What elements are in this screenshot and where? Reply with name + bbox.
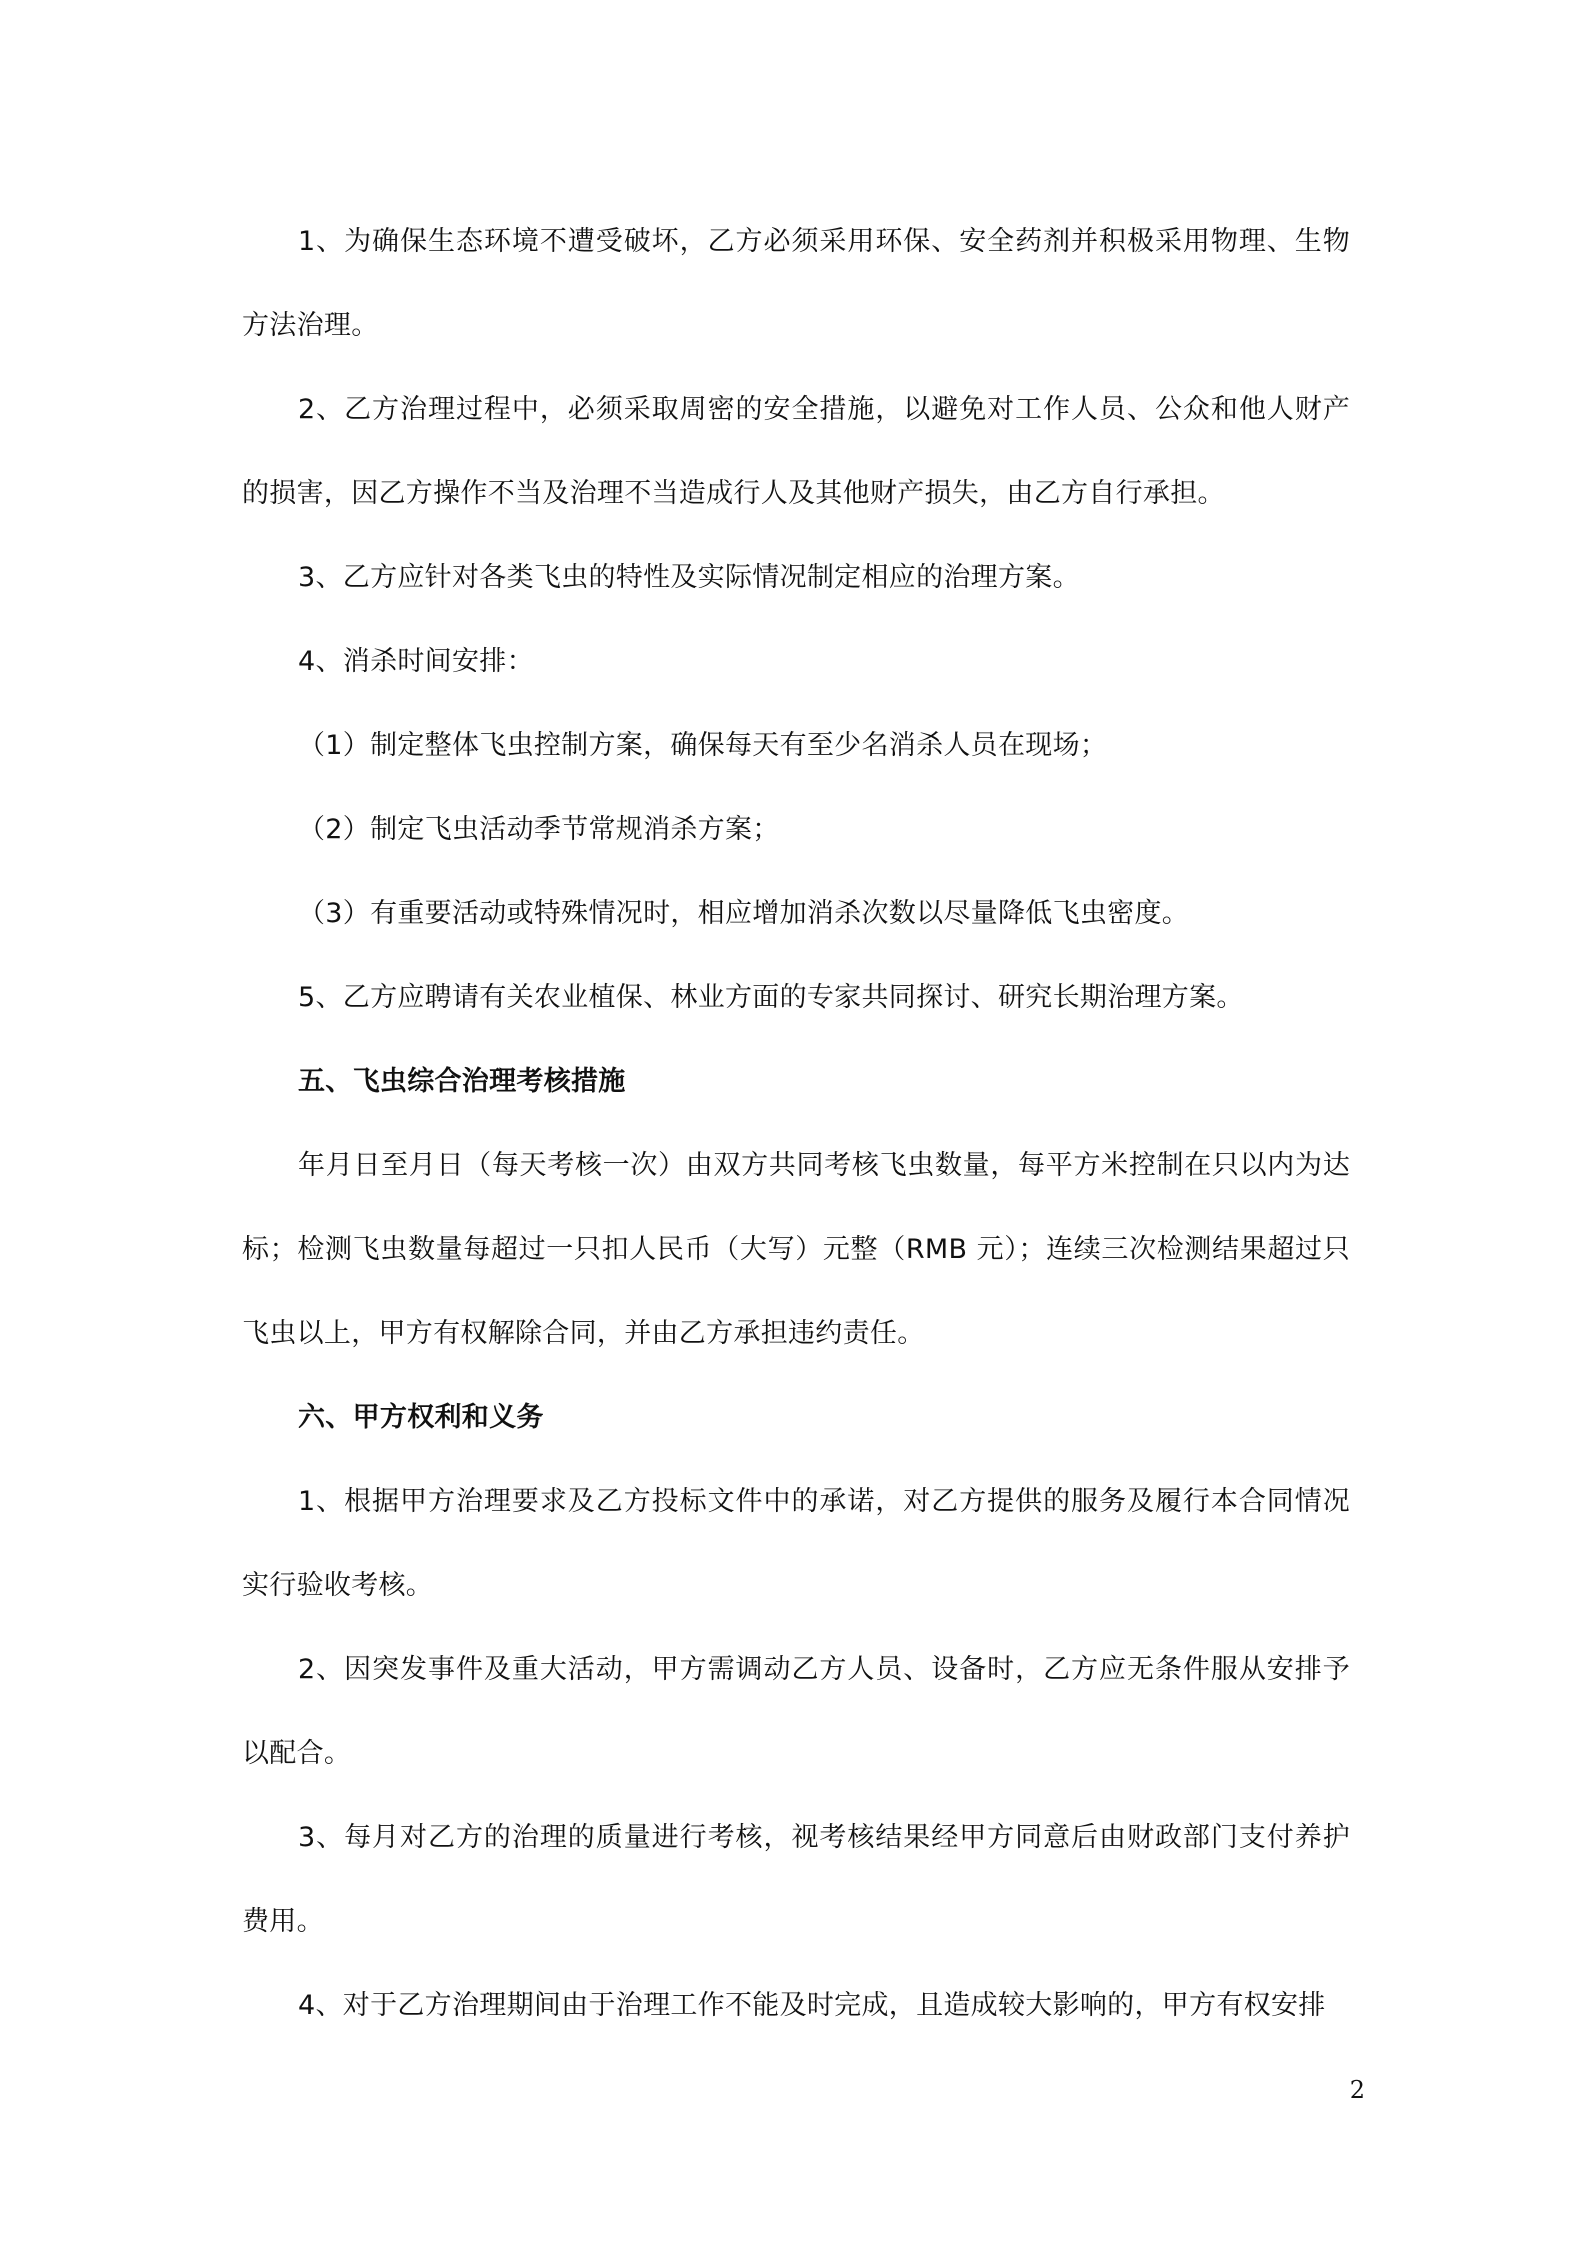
paragraph-2: 2、乙方治理过程中，必须采取周密的安全措施，以避免对工作人员、公众和他人财产的损害，因乙方操作不当及治理不当造成行人及其他财产损失，由乙方自行承担。: [242, 394, 1350, 509]
assessment-paragraph: 年月日至月日（每天考核一次）由双方共同考核飞虫数量，每平方米控制在只以内为达标；检测飞虫数量每超过一只扣人民币（大写）元整（RMB 元）；连续三次检测结果超过只飞虫以上，甲方有权解除合同，并由乙方承担违约责任。: [242, 1150, 1350, 1349]
paragraph-5: 5、乙方应聘请有关农业植保、林业方面的专家共同探讨、研究长期治理方案。: [298, 982, 1244, 1013]
paragraph-1: 1、为确保生态环境不遭受破坏，乙方必须采用环保、安全药剂并积极采用物理、生物方法治理。: [242, 226, 1350, 341]
party-a-item-4: 4、对于乙方治理期间由于治理工作不能及时完成，且造成较大影响的，甲方有权安排: [298, 1990, 1326, 2021]
paragraph-3: 3、乙方应针对各类飞虫的特性及实际情况制定相应的治理方案。: [298, 562, 1080, 593]
document-body: [242, 200, 1350, 2048]
sub-item-1: （1）制定整体飞虫控制方案，确保每天有至少名消杀人员在现场；: [298, 730, 1108, 761]
section-heading-6: 六、甲方权利和义务: [298, 1402, 544, 1433]
section-heading-5: 五、飞虫综合治理考核措施: [298, 1066, 626, 1097]
sub-item-3: （3）有重要活动或特殊情况时，相应增加消杀次数以尽量降低飞虫密度。: [298, 898, 1190, 929]
sub-item-2: （2）制定飞虫活动季节常规消杀方案；: [298, 814, 780, 845]
party-a-item-2: 2、因突发事件及重大活动，甲方需调动乙方人员、设备时，乙方应无条件服从安排予以配合。: [242, 1654, 1350, 1769]
party-a-item-1: 1、根据甲方治理要求及乙方投标文件中的承诺，对乙方提供的服务及履行本合同情况实行验收考核。: [242, 1486, 1350, 1601]
paragraph-4: 4、消杀时间安排：: [298, 646, 534, 677]
party-a-item-3: 3、每月对乙方的治理的质量进行考核，视考核结果经甲方同意后由财政部门支付养护费用。: [242, 1822, 1350, 1937]
page-number: 2: [1349, 2076, 1365, 2104]
